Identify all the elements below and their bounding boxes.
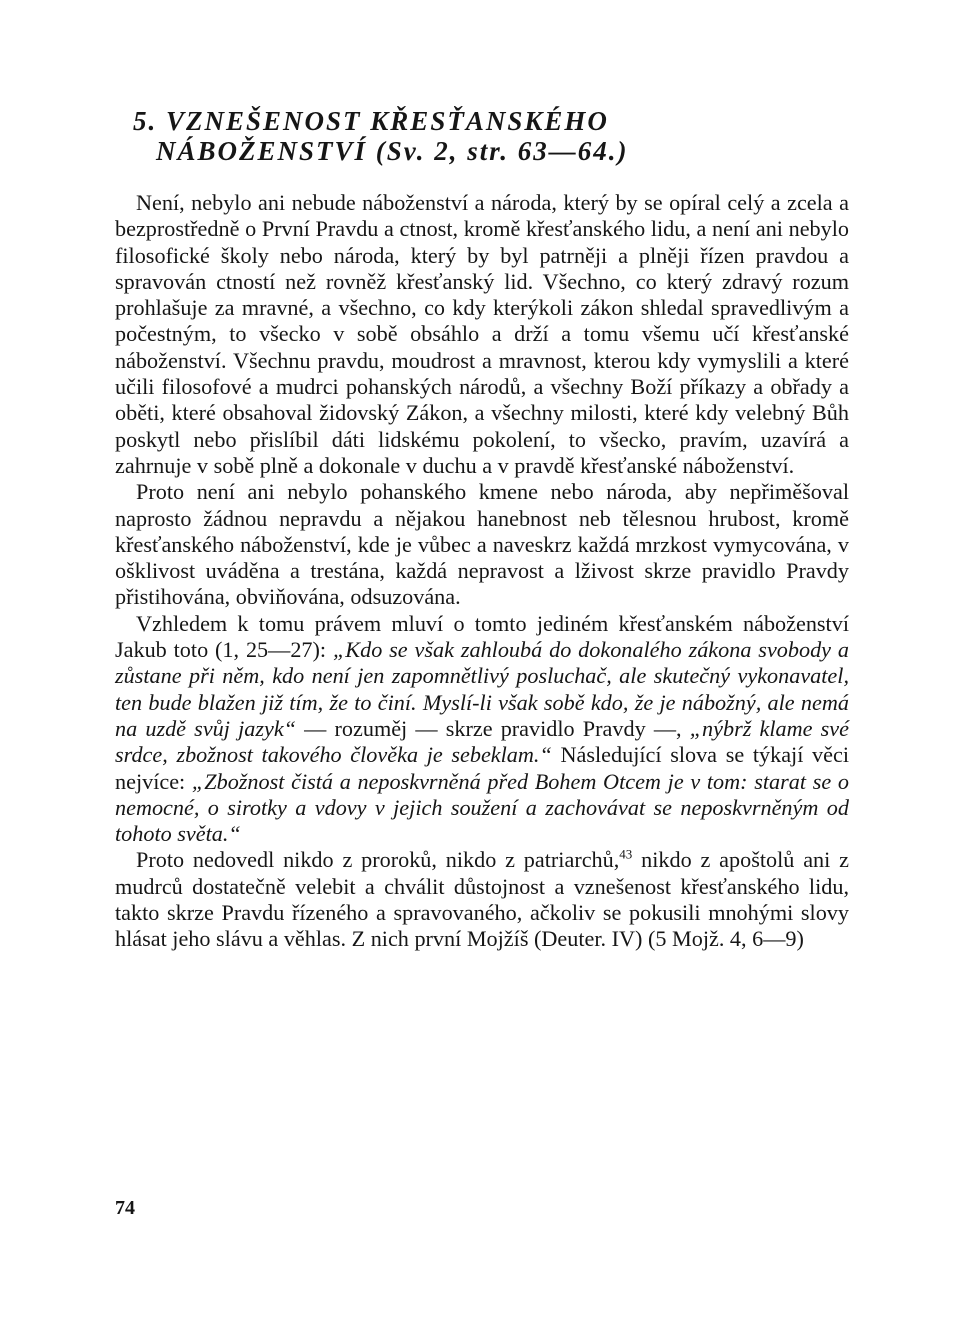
paragraph-3 [115,611,849,848]
chapter-heading-line-2: NÁBOŽENSTVÍ (Sv. 2, str. 63—64.) [156,136,629,166]
text-segment: — rozuměj — skrze pravidlo Pravdy —, [296,715,690,741]
footnote-marker: 43 [619,847,633,863]
text-segment: Není, nebylo ani nebude náboženství a národa, který by se opíral celý a zcela a bezprostředně o První Pravdu a ctnost, kromě křesťanského lidu, a není ani nebylo filosofické školy nebo národa, který by byl patrněji a plněji řízen pravdou a spravován ctností než rovněž křesťanský lid. Všechno, co který zdravý rozum prohlašuje za mravné, a všechno, co kdy kterýkoli zákon shledal spravedlivým a počestným, to všecko v sobě obsáhlo a drží a tomu všemu učí křesťanské náboženství. Všechnu pravdu, moudrost a mravnost, kterou kdy vymyslili a které učili filosofové a mudrci pohanských národů, a všechny Boží příkazy a obřady a oběti, které obsahoval židovský Zákon, a všechny milosti, které kdy velebný Bůh poskytl nebo přislíbil dáti lidskému pokolení, to všecko, pravím, uzavírá a zahrnuje v sobě plně a dokonale v duchu a v pravdě křesťanské náboženství. [115,190,849,478]
paragraph-4 [115,847,849,952]
text-segment: nikdo z apoštolů ani z mudrců dostatečně velebit a chválit důstojnost a vznešenost křesťanského lidu, takto skrze Pravdu řízeného a spravovaného, ačkoliv se pokusili mnohými slovy hlásat jeho slávu a věhlas. Z nich první Mojžíš (Deuter. IV) (5 Mojž. 4, 6—9) [115,847,849,952]
text-segment: Proto není ani nebylo pohanského kmene nebo národa, aby nepřiměšoval naprosto žádnou nepravdu a nějakou hanebnost neb tělesnou hrubost, kromě křesťanského náboženství, kde je vůbec a naveskrz každá mrzkost vymycována, v ošklivost uváděna a trestána, každá nepravost a lživost skrze pravidlo Pravdy přistihována, obviňována, odsuzována. [115,479,849,610]
chapter-heading [133,106,853,166]
text-segment: Následující slova se týkají věci nejvíce: [115,742,849,794]
quotation-segment: „Kdo se však zahloubá do dokonalého zákona svobody a zůstane při něm, kdo není jen zapomnětlivý posluchač, ale skutečný vykonavatel, ten bude blažen již tím, že to činí. Myslí-li však sobě kdo, že je nábožný, ale nemá na uzdě svůj jazyk“ [115,637,849,741]
quotation-segment: „Zbožnost čistá a neposkvrněná před Bohem Otcem je v tom: starat se o nemocné, o sirotky a vdovy v jejich soužení a zachovávat se neposkvrněným od tohoto světa.“ [115,768,849,847]
text-segment: Vzhledem k tomu právem mluví o tomto jediném křesťanském náboženství Jakub toto (1, 25—27): [115,610,849,663]
text-segment: Proto nedovedl nikdo z proroků, nikdo z patriarchů, [136,847,620,873]
chapter-heading-line-1: 5. VZNEŠENOST KŘESŤANSKÉHO [133,106,609,136]
page-number: 74 [115,1197,135,1219]
body-text [115,190,849,953]
paragraph-1 [115,190,849,479]
quotation-segment: „nýbrž klame své srdce, zbožnost takového člověka je sebeklam.“ [115,715,849,768]
paragraph-2 [115,479,849,610]
